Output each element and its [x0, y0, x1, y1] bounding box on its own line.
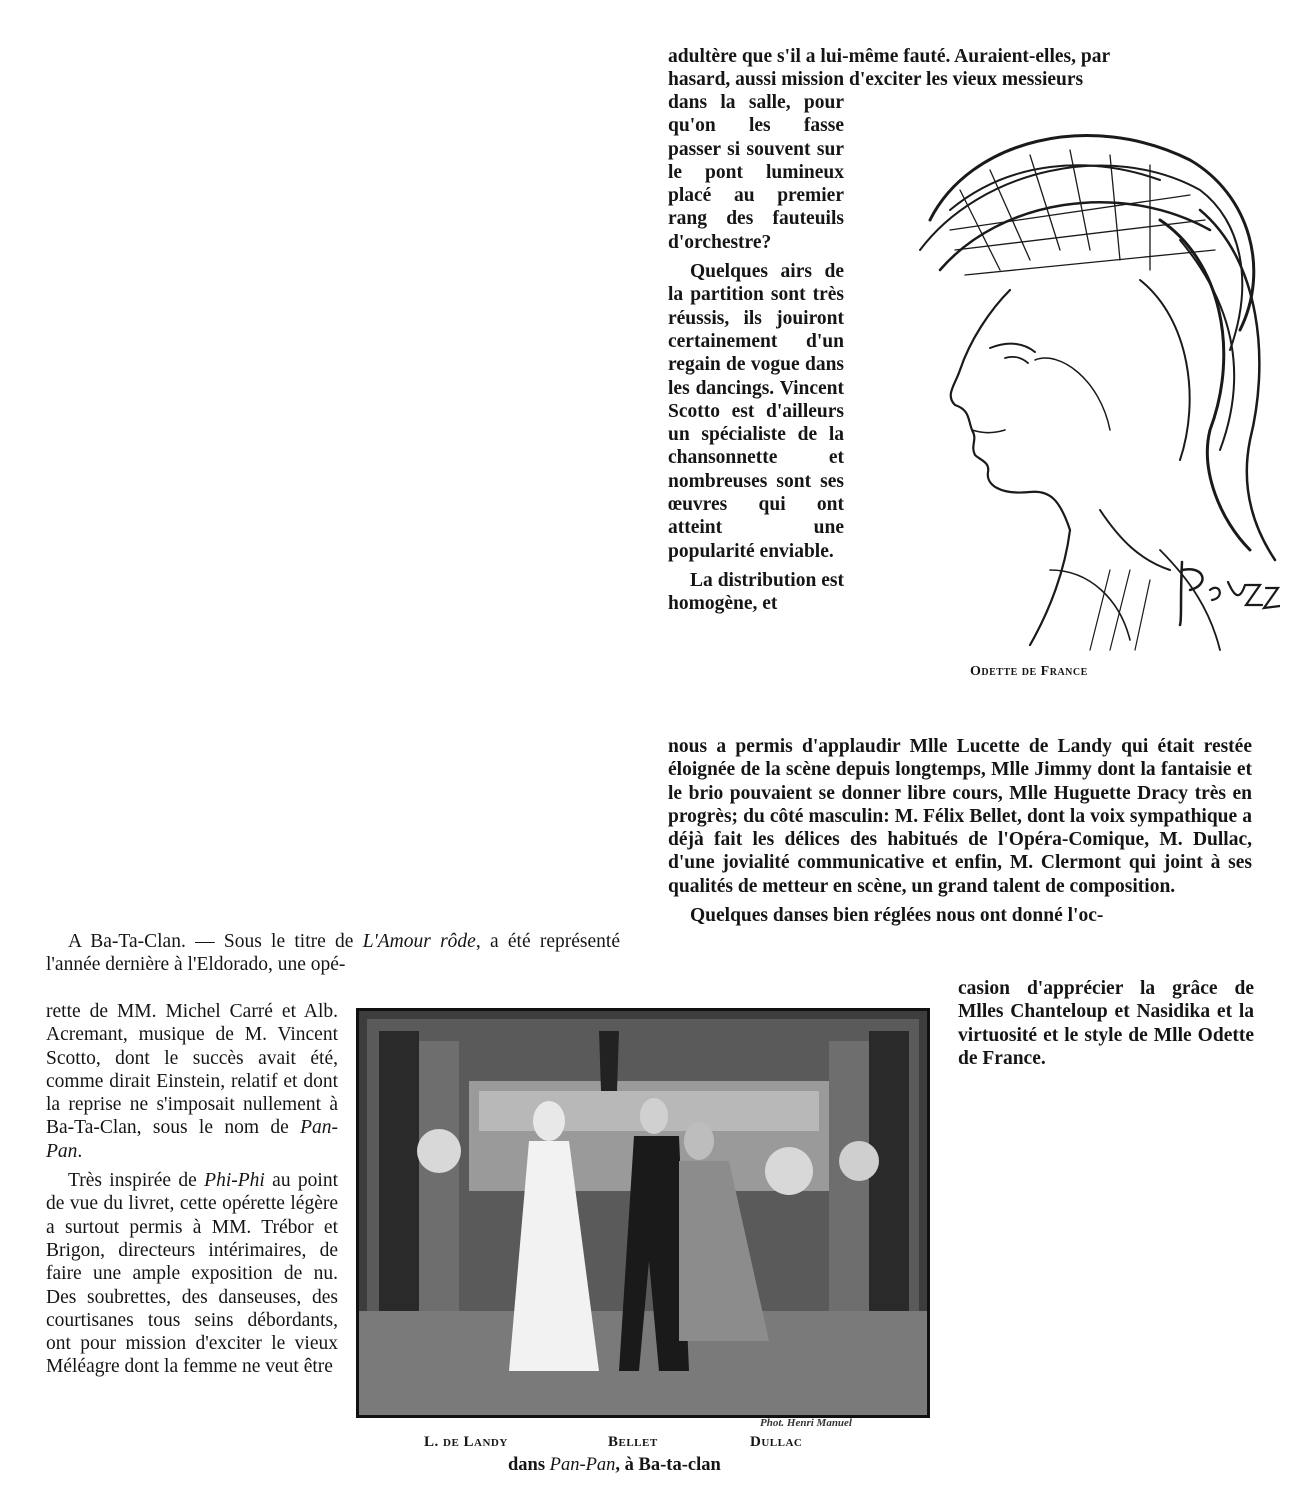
portrait-caption: Odette de France — [970, 664, 1088, 679]
para2-prefix: Très inspirée de — [68, 1170, 197, 1192]
right-column-wide-text — [668, 735, 1252, 927]
paragraph — [46, 1169, 338, 1379]
photo-credit: Phot. Henri Manuel — [760, 1417, 852, 1429]
paragraph: casion d'apprécier la grâce de Mlles Chanteloup et Nasidika et la virtuosité et le style de Mlle Odette de France. — [958, 978, 1254, 1069]
photo-caption — [508, 1455, 721, 1476]
caption-show: Pan-Pan — [549, 1455, 616, 1475]
right-column-dance-text — [958, 977, 1254, 1070]
right-column-narrow-text — [668, 91, 844, 616]
portrait-drawing — [860, 100, 1280, 660]
paragraph: La distribution est homogène, et — [668, 569, 844, 615]
paragraph: Quelques airs de la partition sont très réussis, ils jouiront certainement d'un regain de vogue dans les dancings. Vincent Scotto est d'ailleurs un spécialiste de la chansonnette et nombreuses sont ses œuvres qui ont atteint une popularité enviable. — [668, 261, 844, 562]
text-line: hasard, aussi mission d'exciter les vieux messieurs — [668, 69, 1084, 91]
paragraph: dans la salle, pour qu'on les fasse passer si souvent sur le pont lumineux placé au premier rang des fauteuils d'orchestre? — [668, 92, 844, 253]
paragraph — [46, 1000, 338, 1163]
left-column-narrow-text — [46, 1000, 338, 1379]
right-column-top-text — [668, 45, 1246, 92]
left-column-top-text — [46, 930, 620, 977]
caption-prefix: dans — [508, 1455, 546, 1475]
caption-suffix: , à Ba-ta-clan — [615, 1455, 721, 1475]
lead-prefix: A Ba-Ta-Clan. — Sous le titre de — [68, 931, 354, 952]
lead-end: . — [77, 1140, 83, 1162]
para2-show: Phi-Phi — [204, 1170, 265, 1192]
portrait-sketch — [860, 100, 1280, 660]
paragraph: Quelques danses bien réglées nous ont donné l'oc- — [690, 905, 1104, 927]
paragraph: nous a permis d'applaudir Mlle Lucette de Landy qui était restée éloignée de la scène depuis longtemps, Mlle Jimmy dont la fantaisie et le brio pouvaient se donner libre cours, Mlle Huguette Dracy très en progrès; du côté masculin: M. Félix Bellet, dont la voix sympathique a déjà fait les délices des habitués de l'Opéra-Comique, M. Dullac, d'une jovialité communicative et enfin, M. Clermont qui joint à ses qualités de metteur en scène, un grand talent de composition. — [668, 736, 1252, 897]
photo-name: Dullac — [750, 1434, 803, 1450]
photo-name: Bellet — [608, 1434, 658, 1450]
stage-photograph — [356, 1008, 930, 1418]
lead-after: , a été représenté l'année dernière à l'Eldorado, une opé- — [46, 931, 621, 976]
photo-name: L. de Landy — [424, 1434, 508, 1450]
photo-scene — [359, 1011, 927, 1415]
lead-rest: rette de MM. Michel Carré et Alb. Acremant, musique de M. Vincent Scotto, dont le succès avait été, comme dirait Einstein, relatif et dont la reprise ne s'imposait nullement à Ba-Ta-Clan, sous le nom de — [46, 1001, 338, 1139]
paragraph — [46, 930, 620, 977]
lead-show: Pan-Pan — [46, 1117, 338, 1162]
lead-title: L'Amour rôde — [362, 931, 476, 952]
para2-rest: au point de vue du livret, cette opérette légère a surtout permis à MM. Trébor et Brigon, directeurs intérimaires, de faire une ample exposition de nu. Des soubrettes, des danseuses, des courtisanes tous seins débordants, ont pour mission d'exciter le vieux Méléagre dont la femme ne veut être — [46, 1170, 339, 1378]
text-line: adultère que s'il a lui-même fauté. Auraient-elles, par — [668, 46, 1111, 67]
